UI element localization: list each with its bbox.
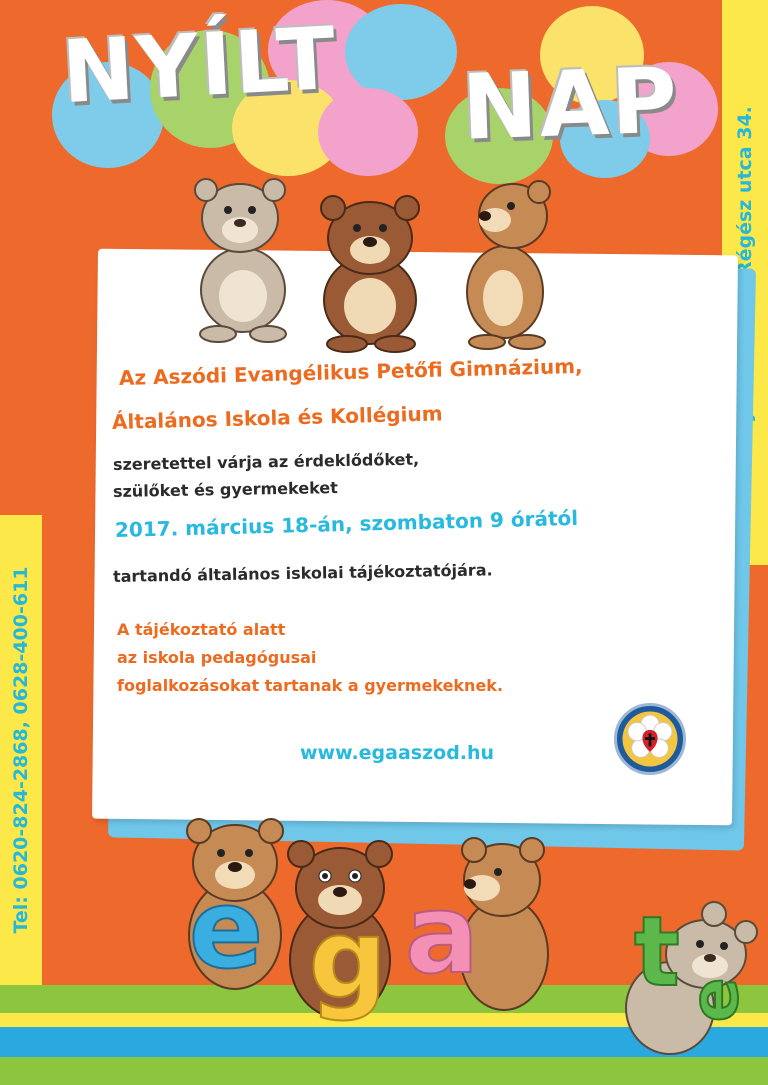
note-line-3: foglalkozásokat tartanak a gyermekeknek. bbox=[117, 676, 504, 695]
title-word-1: NYÍLT bbox=[59, 8, 340, 124]
invite-line-2: szülőket és gyermekeket bbox=[112, 478, 338, 501]
letter-e-icon bbox=[176, 865, 276, 993]
bear-icon bbox=[455, 170, 565, 350]
svg-text:e: e bbox=[676, 977, 753, 1023]
title-word-2: NAP bbox=[460, 48, 681, 161]
event-description: tartandó általános iskolai tájékoztatójára. bbox=[112, 560, 493, 586]
school-name-line-1: Az Aszódi Evangélikus Petőfi Gimnázium, bbox=[118, 353, 583, 390]
bear-icon bbox=[305, 188, 435, 353]
svg-text:t: t bbox=[634, 896, 680, 1008]
luther-rose-logo-icon bbox=[614, 703, 686, 775]
phone-text: Tel: 0620-824-2868, 0628-400-611 bbox=[10, 566, 32, 934]
school-name-line-2: Általános Iskola és Kollégium bbox=[111, 401, 443, 434]
balloon-icon bbox=[345, 4, 457, 100]
letter-a-icon bbox=[392, 870, 492, 998]
event-date: 2017. március 18-án, szombaton 9 órától bbox=[114, 505, 579, 542]
svg-text:g: g bbox=[308, 895, 388, 1023]
bear-icon bbox=[178, 168, 308, 343]
svg-text:a: a bbox=[404, 870, 480, 998]
note-line-1: A tájékoztató alatt bbox=[117, 620, 286, 639]
invite-line-1: szeretettel várja az érdeklődőket, bbox=[112, 449, 420, 474]
ground-stripe-green-bottom bbox=[0, 1057, 768, 1085]
website-link[interactable]: www.egaaszod.hu bbox=[300, 742, 495, 764]
note-line-2: az iskola pedagógusai bbox=[117, 648, 317, 667]
svg-text:e: e bbox=[188, 865, 264, 993]
letter-g-icon bbox=[293, 895, 403, 1035]
letter-e-small-icon bbox=[676, 965, 753, 1035]
